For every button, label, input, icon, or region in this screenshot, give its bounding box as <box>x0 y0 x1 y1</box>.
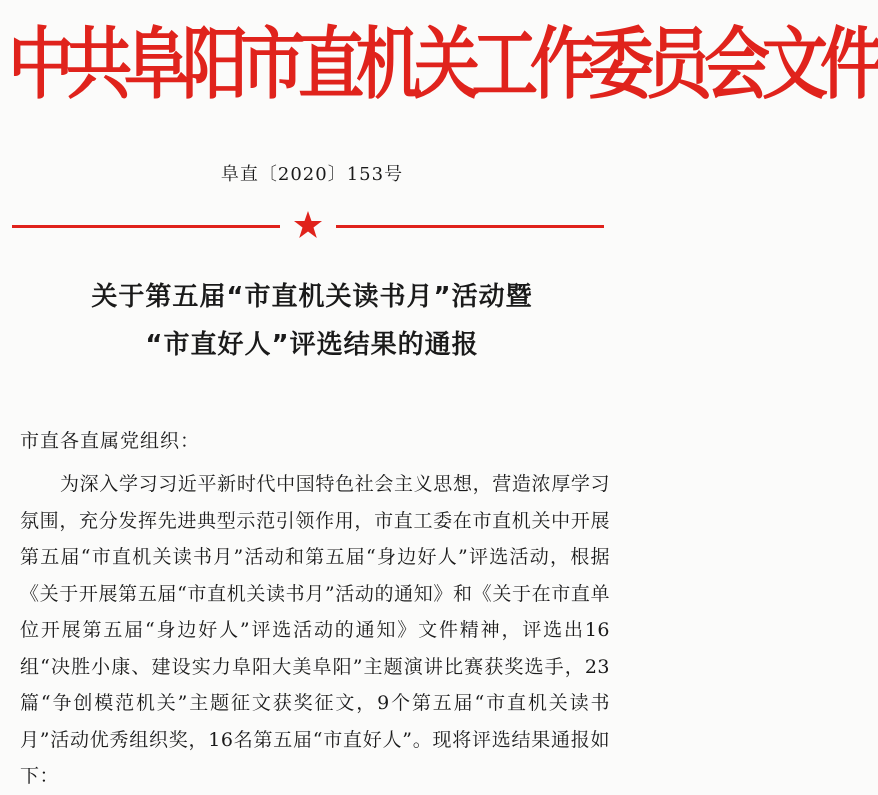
salutation: 市直各直属党组织： <box>20 430 201 452</box>
star-icon <box>293 210 323 240</box>
notice-title-line2: “市直好人”评选结果的通报 <box>145 330 479 360</box>
masthead-title: 中共阜阳市直机关工作委员会文件 <box>8 18 878 110</box>
body-paragraph: 为深入学习习近平新时代中国特色社会主义思想，营造浓厚学习氛围，充分发挥先进典型示范引领作用，市直工委在市直机关中开展第五届“市直机关读书月”活动和第五届“身边好人”评选活动，根据《关于开展第五届“市直机关读书月”活动的通知》和《关于在市直单位开展第五届“身边好人”评选活动的通知》文件精神，评选出16组“决胜小康、建设实力阜阳大美阜阳”主题演讲比赛获奖选手，23篇“争创模范机关”主题征文获奖征文，9个第五届“市直机关读书月”活动优秀组织奖，16名第五届“市直好人”。现将评选结果通报如下： <box>20 473 610 787</box>
divider-line-left <box>12 225 280 228</box>
red-divider <box>12 210 604 240</box>
document-number: 阜直〔2020〕153号 <box>220 164 404 185</box>
divider-line-right <box>336 225 604 228</box>
notice-title-line1: 关于第五届“市直机关读书月”活动暨 <box>91 282 533 312</box>
